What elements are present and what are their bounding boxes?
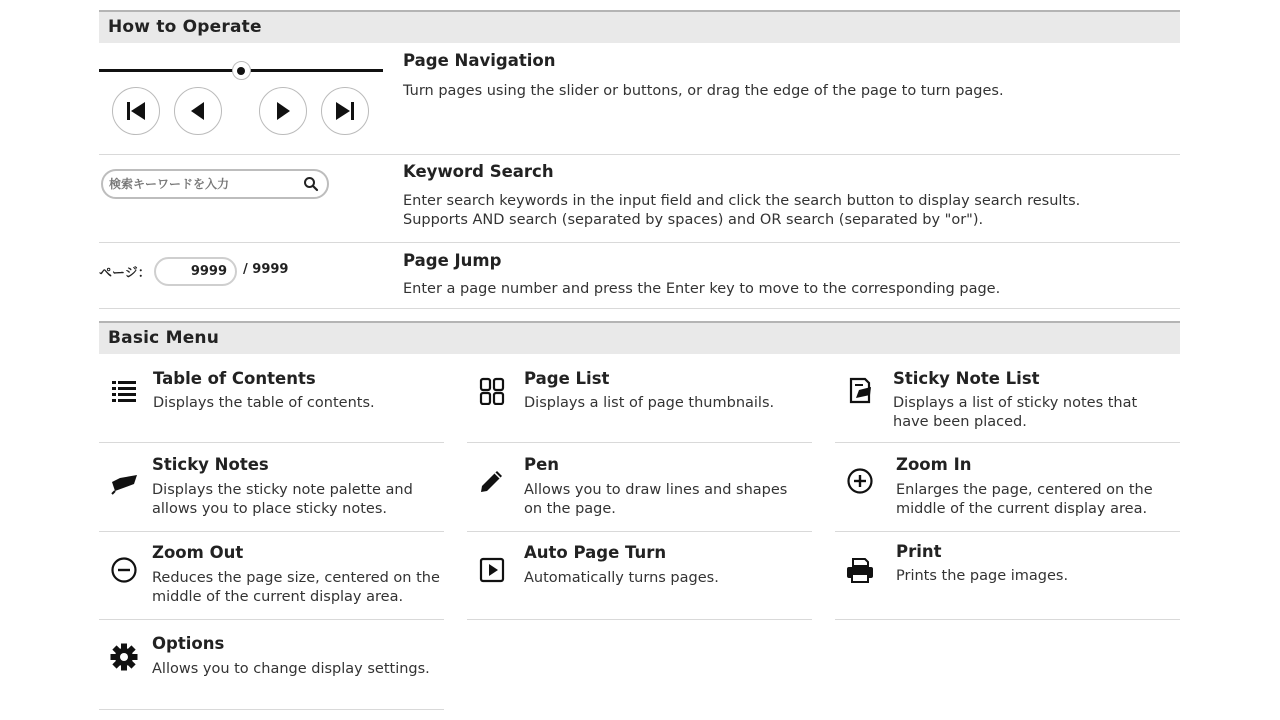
list-icon [110,377,138,405]
keyword-search-desc-2: Supports AND search (separated by spaces) and OR search (separated by "or"). [403,212,984,228]
menu-title: Page List [524,369,610,388]
menu-item-page-list [467,355,812,443]
next-page-icon [271,99,295,123]
slider-knob[interactable] [232,61,251,80]
menu-desc: Displays the sticky note palette and allows you to place sticky notes. [152,482,413,517]
search-icon[interactable] [303,176,319,192]
menu-desc: Reduces the page size, centered on the middle of the current display area. [152,570,440,605]
keyword-search-title: Keyword Search [403,162,554,181]
menu-desc: Prints the page images. [896,568,1069,584]
sticky-note-list-icon [847,376,875,404]
grid-icon [478,377,506,405]
prev-page-button[interactable] [174,87,222,135]
menu-title: Pen [524,455,560,474]
page-number-input[interactable] [154,257,237,286]
menu-title: Table of Contents [153,369,316,388]
page-navigation-row [99,44,1180,155]
menu-title: Auto Page Turn [524,543,667,562]
menu-item-table-of-contents [99,355,444,443]
zoom-out-icon [110,556,138,584]
first-page-icon [124,99,148,123]
page-jump-title: Page Jump [403,251,502,270]
first-page-button[interactable] [112,87,160,135]
page-slider[interactable] [99,44,383,84]
menu-item-sticky-note-list [835,355,1180,443]
print-icon [846,556,874,584]
menu-title: Sticky Note List [893,369,1040,388]
menu-desc: Displays a list of page thumbnails. [524,395,775,411]
page-total: / 9999 [243,262,289,277]
menu-item-auto-page-turn [467,532,812,620]
menu-desc: Enlarges the page, centered on the middle of the current display area. [896,482,1153,517]
page-jump-desc: Enter a page number and press the Enter key to move to the corresponding page. [403,281,1001,297]
pen-icon [478,467,506,495]
menu-title: Print [896,542,942,561]
page-jump-label: ページ： [99,266,151,281]
menu-title: Zoom Out [152,543,244,562]
last-page-icon [333,99,357,123]
menu-desc: Allows you to change display settings. [152,661,430,677]
page-jump-row [99,243,1180,309]
search-box [101,169,329,199]
menu-section-header: Basic Menu [99,321,1180,354]
menu-item-sticky-notes [99,443,444,532]
page-navigation-desc: Turn pages using the slider or buttons, or drag the edge of the page to turn pages. [403,83,1004,99]
menu-item-pen [467,443,812,532]
menu-item-options [99,620,444,710]
menu-desc: Displays a list of sticky notes that have been placed. [893,395,1138,430]
next-page-button[interactable] [259,87,307,135]
menu-item-zoom-out [99,532,444,620]
play-icon [478,556,506,584]
menu-title: Sticky Notes [152,455,269,474]
menu-title: Options [152,634,225,653]
menu-title: Zoom In [896,455,972,474]
last-page-button[interactable] [321,87,369,135]
menu-item-print [835,532,1180,620]
prev-page-icon [186,99,210,123]
zoom-in-icon [846,467,874,495]
menu-desc: Displays the table of contents. [153,395,375,411]
menu-desc: Allows you to draw lines and shapes on the page. [524,482,788,517]
menu-item-zoom-in [835,443,1180,532]
gear-icon [110,643,138,671]
search-input[interactable] [109,173,299,195]
keyword-search-row [99,155,1180,243]
keyword-search-desc-1: Enter search keywords in the input field and click the search button to display search results. [403,193,1081,209]
menu-desc: Automatically turns pages. [524,570,719,586]
page-navigation-title: Page Navigation [403,51,556,70]
sticky-note-icon [110,467,138,495]
operate-section-header: How to Operate [99,10,1180,43]
